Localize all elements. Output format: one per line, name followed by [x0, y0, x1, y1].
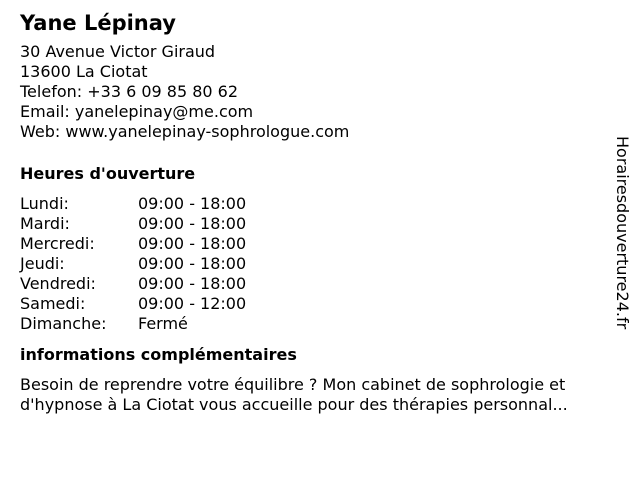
day-label: Jeudi: — [20, 254, 65, 273]
day-hours: 09:00 - 18:00 — [138, 214, 247, 233]
day-label: Samedi: — [20, 294, 86, 313]
website-line: Web: www.yanelepinay-sophrologue.com — [20, 122, 350, 141]
contact-block — [20, 42, 620, 142]
hours-row-friday — [20, 274, 620, 294]
hours-row-saturday — [20, 294, 620, 314]
business-card — [20, 10, 620, 415]
address-line-2: 13600 La Ciotat — [20, 62, 148, 81]
day-label: Mardi: — [20, 214, 70, 233]
day-hours: 09:00 - 18:00 — [138, 194, 247, 213]
additional-info-text: Besoin de reprendre votre équilibre ? Mon cabinet de sophrologie et d'hypnose à La Ciotat vous accueille pour des thérapies personnal... — [20, 375, 568, 414]
address-line-1: 30 Avenue Victor Giraud — [20, 42, 216, 61]
day-label: Dimanche: — [20, 314, 107, 333]
hours-row-sunday — [20, 314, 620, 334]
day-label: Mercredi: — [20, 234, 95, 253]
watermark-brand: Horairesdouverture24.fr — [613, 136, 632, 330]
day-hours: 09:00 - 12:00 — [138, 294, 247, 313]
day-hours: Fermé — [138, 314, 188, 333]
hours-row-thursday — [20, 254, 620, 274]
email-line: Email: yanelepinay@me.com — [20, 102, 254, 121]
day-label: Vendredi: — [20, 274, 96, 293]
hours-row-wednesday — [20, 234, 620, 254]
day-hours: 09:00 - 18:00 — [138, 234, 247, 253]
opening-hours-list — [20, 194, 620, 334]
day-hours: 09:00 - 18:00 — [138, 254, 247, 273]
phone-line: Telefon: +33 6 09 85 80 62 — [20, 82, 239, 101]
hours-row-monday — [20, 194, 620, 214]
hours-row-tuesday — [20, 214, 620, 234]
day-label: Lundi: — [20, 194, 69, 213]
opening-hours-title: Heures d'ouverture — [20, 164, 196, 183]
additional-info-title: informations complémentaires — [20, 345, 297, 364]
day-hours: 09:00 - 18:00 — [138, 274, 247, 293]
business-name: Yane Lépinay — [20, 11, 176, 35]
